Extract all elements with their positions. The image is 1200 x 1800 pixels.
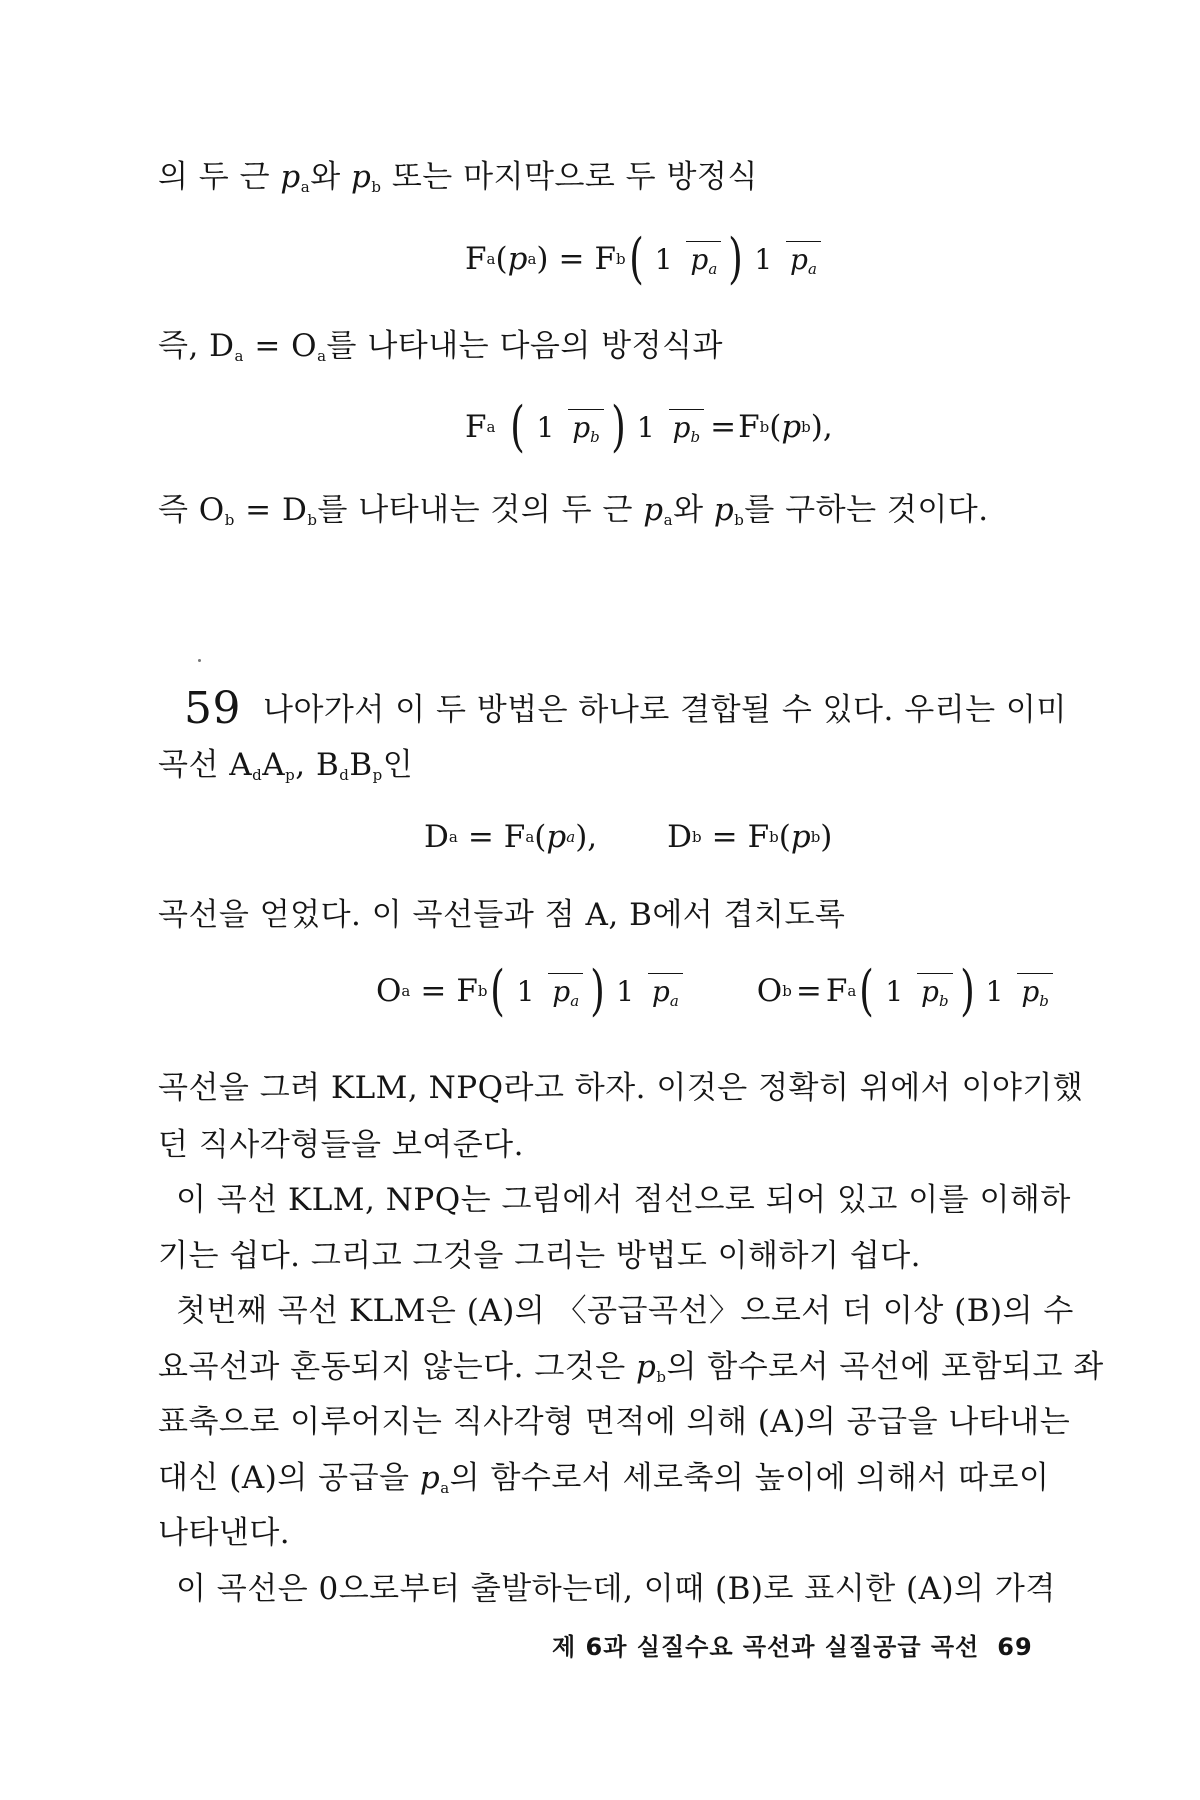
fraction: 1 pb	[633, 409, 704, 446]
page-number: 69	[997, 1633, 1033, 1661]
running-footer	[552, 1627, 1033, 1662]
section-59-heading-line: 59 나아가서 이 두 방법은 하나로 결합될 수 있다. 우리는 이미	[184, 683, 1067, 734]
text-line-15: 나타낸다.	[158, 1515, 291, 1551]
equation-3: D a = F a ( p a ), D b = F b ( p b )	[424, 819, 833, 855]
text-line-11: 첫번째 곡선 KLM은 (A)의 〈공급곡선〉으로서 더 이상 (B)의 수	[176, 1293, 1074, 1329]
text-line-2: 즉, $D_a = O_a$를 나타내는 다음의 방정식과	[158, 328, 723, 365]
fraction: 1 pa	[612, 973, 683, 1010]
fraction: 1 pa	[651, 241, 722, 278]
equation-1: F a ( p a ) = F b ( 1 pa ) 1 pa	[465, 232, 825, 286]
text-line-8: 던 직사각형들을 보여준다.	[158, 1127, 524, 1163]
text-line-1: 의 두 근 $p_a$와 $p_b$ 또는 마지막으로 두 방정식	[158, 159, 758, 196]
equation-4: O a = F b ( 1 pa ) 1 pa O b = F a ( 1 pb ) 1 pb	[376, 964, 1057, 1018]
fraction: 1 pa	[513, 973, 584, 1010]
equation-2: F a ( 1 pb ) 1 pb = F b ( p b ),	[465, 395, 833, 458]
text-line-10: 기는 쉽다. 그리고 그것을 그리는 방법도 이해하기 쉽다.	[158, 1238, 921, 1274]
section-number: 59	[184, 683, 241, 734]
print-speck	[198, 659, 201, 662]
fraction: 1 pb	[533, 409, 604, 446]
text-line-9: 이 곡선 KLM, NPQ는 그림에서 점선으로 되어 있고 이를 이해하	[176, 1182, 1071, 1218]
text-line-6: 곡선을 얻었다. 이 곡선들과 점 A, B에서 겹치도록	[158, 897, 846, 933]
text-line-7: 곡선을 그려 KLM, NPQ라고 하자. 이것은 정확히 위에서 이야기했	[158, 1070, 1084, 1106]
text-line-14: 대신 (A)의 공급을 $p_a$의 함수로서 세로축의 높이에 의해서 따로이	[158, 1460, 1050, 1497]
text-line-13: 표축으로 이루어지는 직사각형 면적에 의해 (A)의 공급을 나타내는	[158, 1404, 1071, 1440]
text-line-16: 이 곡선은 0으로부터 출발하는데, 이때 (B)로 표시한 (A)의 가격	[176, 1571, 1056, 1607]
fraction: 1 pa	[750, 241, 821, 278]
fraction: 1 pb	[881, 973, 952, 1010]
text-line-12: 요곡선과 혼동되지 않는다. 그것은 $p_b$의 함수로서 곡선에 포함되고 좌	[158, 1349, 1104, 1386]
text-line-5: 곡선 $A_dA_p$, $B_dB_p$인	[158, 747, 414, 784]
text-line-3: 즉 $O_b = D_b$를 나타내는 것의 두 근 $p_a$와 $p_b$를 구하는 것이다.	[158, 492, 989, 529]
chapter-title: 제 6과 실질수요 곡선과 실질공급 곡선	[552, 1633, 980, 1661]
fraction: 1 pb	[982, 973, 1053, 1010]
